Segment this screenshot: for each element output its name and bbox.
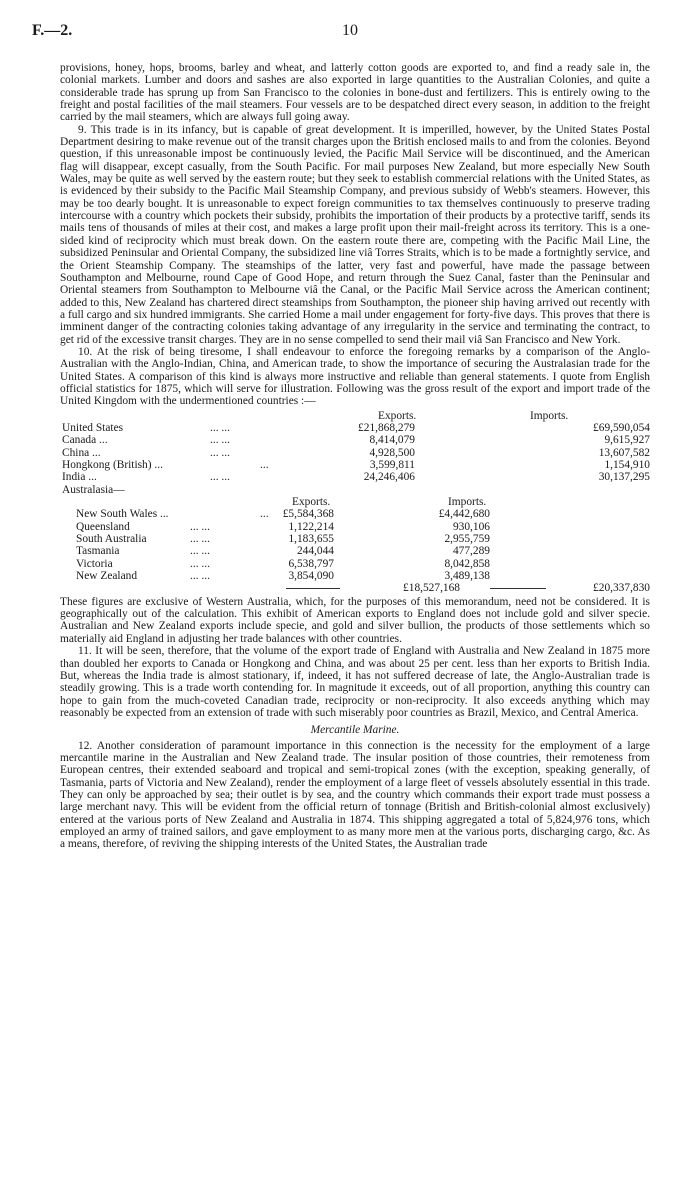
imports-value: 1,154,910 bbox=[604, 459, 650, 471]
table-row bbox=[60, 434, 650, 446]
page-body bbox=[60, 62, 650, 851]
colony-imports-value: 477,289 bbox=[452, 545, 490, 558]
leader-dots: ... ... bbox=[210, 434, 230, 447]
table-row bbox=[60, 422, 650, 434]
colony-name: New South Wales ... bbox=[76, 508, 169, 521]
leader-dots: ... ... bbox=[210, 471, 230, 484]
section-heading: Mercantile Marine. bbox=[310, 724, 400, 737]
sub-table-row bbox=[60, 558, 650, 570]
paragraph-10: 10. At the risk of being tiresome, I shall endeavour to enforce the foregoing remarks by a comparison of the Anglo-Australian with the Anglo-Indian, China, and American trade, to show the importance of securing the Australasian trade for the United States. A comparison of this kind is always more instructive and reliable than general statements. I quote from English official statistics for 1875, which will serve for illustration. Following was the gross result of the export and import trade of the United Kingdom with the undermentioned countries :— bbox=[60, 345, 650, 408]
paragraph: provisions, honey, hops, brooms, barley and wheat, and latterly cotton goods are exported to, and find a ready sale in, the colonial markets. Lumber and doors and sashes are also exported in large quantities to the Australian Colonies, and quite a considerable trade has sprung up from San Francisco to the colonies in bone-dust and fertilizers. This is entirely owing to the freight and postal facilities of the mail steamers. Four vessels are to be despatched direct every season, in addition to the freight carried by the mail steamers, which are always full going away. bbox=[60, 62, 650, 124]
table-row bbox=[60, 459, 650, 471]
colony-exports-value: £5,584,368 bbox=[282, 508, 334, 521]
leader-dots: ... bbox=[260, 508, 269, 521]
colony-name: Tasmania bbox=[76, 545, 120, 558]
colony-name: New Zealand bbox=[76, 570, 138, 583]
colony-exports-value: 1,122,214 bbox=[288, 520, 334, 533]
paragraph: These figures are exclusive of Western Australia, which, for the purposes of this memorandum, need not be considered. It is geographically out of the calculation. This exhibit of American exports to England does not include gold and silver specie. Australian and New Zealand exports include specie, and gold and silver bullion, the products of those settlements which so materially aid England in adjusting her trade balances with other countries. bbox=[60, 595, 650, 645]
colony-exports-value: 1,183,655 bbox=[288, 533, 334, 546]
exports-value: 24,246,406 bbox=[363, 471, 415, 484]
leader-dots: ... ... bbox=[190, 520, 210, 533]
country-name: Canada ... bbox=[62, 434, 108, 447]
imports-value: 9,615,927 bbox=[604, 434, 650, 447]
sub-table-row bbox=[60, 545, 650, 557]
table-header-row bbox=[60, 410, 650, 422]
sub-col-header-exports: Exports. bbox=[292, 496, 331, 509]
colony-exports-value: 3,854,090 bbox=[288, 570, 334, 583]
australasia-exports-total: £18,527,168 bbox=[403, 582, 460, 595]
leader-dots: ... ... bbox=[190, 557, 210, 570]
exports-value: 4,928,500 bbox=[369, 446, 415, 459]
paragraph-11: 11. It will be seen, therefore, that the volume of the export trade of England with Australia and New Zealand in 1875 more than doubled her exports to Canada or Hongkong and China, and was about 25 per cent. less than her exports to British India. But, whereas the India trade is almost stationary, if, indeed, it has not suffered decrease of late, the Anglo-Australian trade is steadily growing. This is a trade worth contending for. In magnitude it exceeds, out of all proportion, anything this country can hope to gain from the much-coveted Canadian trade, reciprocity or non-reciprocity. It also exceeds anything which may reasonably be expected from an extension of trade with such miserably poor countries as Brazil, Mexico, and Central America. bbox=[60, 645, 650, 719]
australasia-label: Australasia— bbox=[62, 483, 125, 496]
exports-value: £21,868,279 bbox=[358, 421, 415, 434]
country-name: China ... bbox=[62, 446, 101, 459]
sub-table-row bbox=[60, 521, 650, 533]
col-header-imports: Imports. bbox=[530, 409, 569, 422]
imports-value: 13,607,582 bbox=[598, 446, 650, 459]
page-number: 10 bbox=[342, 22, 358, 39]
leader-dots: ... ... bbox=[190, 533, 210, 546]
document-reference: F.—2. bbox=[32, 22, 73, 39]
colony-exports-value: 244,044 bbox=[296, 545, 334, 558]
sub-table-row bbox=[60, 508, 650, 520]
country-name: India ... bbox=[62, 471, 97, 484]
sub-table-row bbox=[60, 570, 650, 582]
imports-value: £69,590,054 bbox=[593, 421, 650, 434]
colony-imports-value: 930,106 bbox=[452, 520, 490, 533]
leader-dots: ... ... bbox=[190, 545, 210, 558]
exports-value: 3,599,811 bbox=[369, 459, 415, 471]
trade-statistics-table bbox=[60, 410, 650, 595]
colony-imports-value: 2,955,759 bbox=[444, 533, 490, 546]
leader-dots: ... ... bbox=[210, 421, 230, 434]
country-name: United States bbox=[62, 421, 124, 434]
imports-total-rule bbox=[490, 588, 546, 589]
leader-dots: ... ... bbox=[210, 446, 230, 459]
imports-value: 30,137,295 bbox=[598, 471, 650, 484]
leader-dots: ... ... bbox=[190, 570, 210, 583]
colony-name: Queensland bbox=[76, 520, 130, 533]
table-row bbox=[60, 471, 650, 483]
paragraph-9: 9. This trade is in its infancy, but is capable of great development. It is imperilled, however, by the United States Postal Department desiring to make revenue out of the transit charges upon the British enclosed mails to and from the colonies. Beyond question, if this unreasonable impost be continuously levied, the Pacific Mail Service will be discontinued, and the American flag will disappear, except casually, from the South Pacific. For mail purposes New Zealand, but more especially New South Wales, may be quite as well served by the eastern route; but they seek to establish commercial relations with the United States, as is evidenced by their subsidy to the Pacific Mail Steamship Company, and previous subsidy of Webb's steamers. However, this may be too dearly bought. It is unreasonable to expect foreign communities to tax themselves continuously to preserve trading intercourse with a country which pockets their subsidy, prohibits the importation of their products by a protective tariff, sends its mails tens of thousands of miles at their cost, and makes a large profit upon their mail-freight across its territory. This is a one-sided kind of reciprocity which must break down. On the eastern route there are, competing with the Pacific Mail Line, the subsidized Peninsular and Oriental Company, the subsidized line viâ Torres Straits, which is to be made a fortnightly service, and the Orient Steamship Company. The steamships of the latter, very fast and powerful, have made the passage between Southampton and Melbourne, round Cape of Good Hope, and return through the Suez Canal, faster than the Peninsular and Oriental steamers from Southampton to Melbourne viâ the Canal, or the Pacific Mail Service across the American continent; added to this, New Zealand has chartered direct steamships from Southampton, the pioneer ship having arrived out recently with a full cargo and six hundred immigrants. She carried Home a mail under engagement for forty-five days. This proves that there is imminent danger of the contracting colonies taking advantage of any irregularity in the service and terminating the contract, to get rid of the excessive transit charges. They are in no sense compelled to send their mail viâ San Francisco and New York. bbox=[60, 123, 650, 346]
australasia-label-row bbox=[60, 484, 650, 496]
col-header-exports: Exports. bbox=[378, 409, 417, 422]
sub-table-row bbox=[60, 533, 650, 545]
totals-row bbox=[60, 582, 650, 594]
colony-exports-value: 6,538,797 bbox=[288, 557, 334, 570]
sub-col-header-imports: Imports. bbox=[448, 496, 487, 509]
colony-name: South Australia bbox=[76, 533, 147, 546]
colony-name: Victoria bbox=[76, 557, 113, 570]
leader-dots: ... bbox=[260, 459, 269, 471]
page-header bbox=[32, 22, 668, 44]
exports-value: 8,414,079 bbox=[369, 434, 415, 447]
australasia-imports-total: £20,337,830 bbox=[593, 582, 650, 595]
colony-imports-value: 8,042,858 bbox=[444, 557, 490, 570]
colony-imports-value: £4,442,680 bbox=[438, 508, 490, 521]
country-name: Hongkong (British) ... bbox=[62, 459, 163, 471]
table-row bbox=[60, 447, 650, 459]
exports-total-rule bbox=[286, 588, 340, 589]
colony-imports-value: 3,489,138 bbox=[444, 570, 490, 583]
paragraph-12: 12. Another consideration of paramount importance in this connection is the necessity for the employment of a large mercantile marine in the Australian and New Zealand trade. The insular position of those countries, their remoteness from European centres, their extended seaboard and tropical and semi-tropical zones (with the exception, speaking generally, of Tasmania, parts of Victoria and New Zealand), render the employment of a large fleet of vessels absolutely essential in this trade. They can only be approached by sea; their outlet is by sea, and the country which commands their export trade must possess a large merchant navy. This will be evident from the official return of tonnage (British and British-colonial almost exclusively) entered at the various ports of New Zealand and Australia in 1874. This shipping aggregated a total of 5,824,976 tons, which employed an army of trained sailors, and gave employment to as many more men at the various ports, discharging cargo, &c. As a means, therefore, of reviving the shipping interests of the United States, the Australian trade bbox=[60, 739, 650, 851]
sub-table-header-row bbox=[60, 496, 650, 508]
